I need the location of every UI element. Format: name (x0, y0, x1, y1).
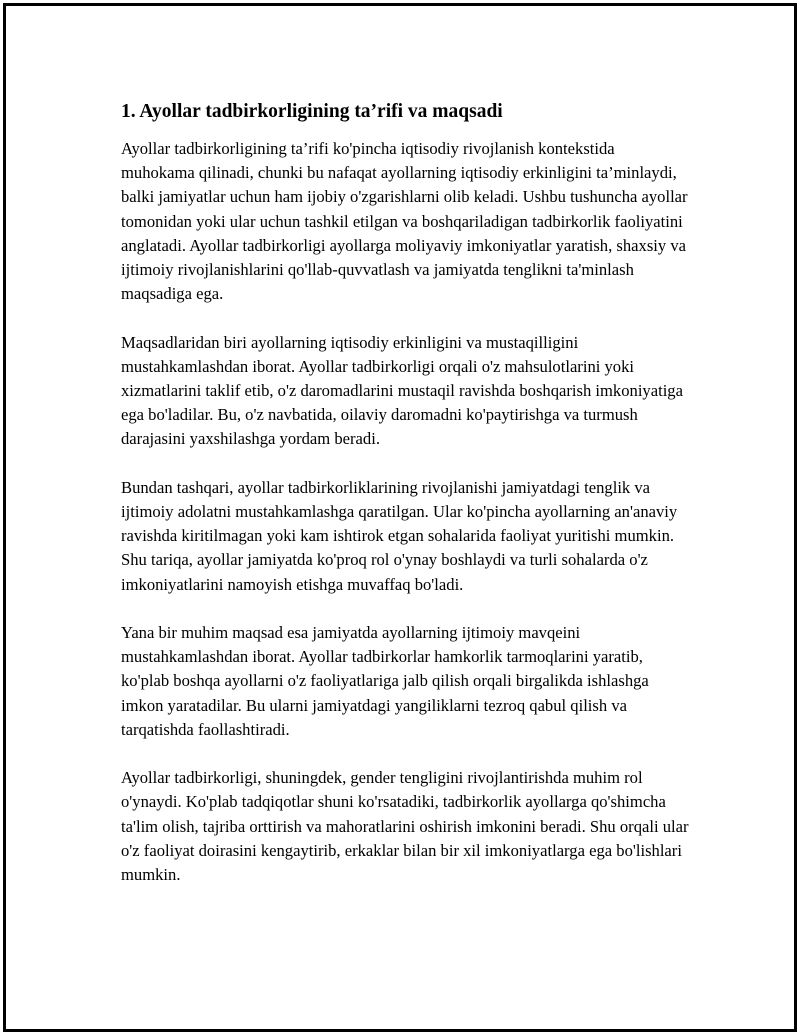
document-body (121, 99, 691, 911)
page-frame (3, 3, 797, 1032)
section-heading: 1. Ayollar tadbirkorligining ta’rifi va maqsadi (121, 101, 503, 122)
paragraph-2: Maqsadlaridan biri ayollarning iqtisodiy erkinligini va mustaqilligini mustahkamlashdan iborat. Ayollar tadbirkorligi orqali o'z mahsulotlarini yoki xizmatlarini taklif etib, o'z daromadlarini mustaqil ravishda boshqarish imkoniyatiga ega bo'ladilar. Bu, o'z navbatida, oilaviy daromadni ko'paytirishga va turmush darajasini yaxshilashga yordam beradi. (121, 332, 683, 449)
paragraph-3: Bundan tashqari, ayollar tadbirkorliklarining rivojlanishi jamiyatdagi tenglik va ijtimoiy adolatni mustahkamlashga qaratilgan. Ular ko'pincha ayollarning an'anaviy ravishda kiritilmagan yoki kam ishtirok etgan sohalarida faoliyat yuritishi mumkin. Shu tariqa, ayollar jamiyatda ko'proq rol o'ynay boshlaydi va turli sohalarda o'z imkoniyatlarini namoyish etishga muvaffaq bo'ladi. (121, 477, 678, 594)
paragraph-5: Ayollar tadbirkorligi, shuningdek, gender tengligini rivojlantirishda muhim rol o'ynaydi. Ko'plab tadqiqotlar shuni ko'rsatadiki, tadbirkorlik ayollarga qo'shimcha ta'lim olish, tajriba orttirish va mahoratlarini oshirish imkonini beradi. Shu orqali ular o'z faoliyat doirasini kengaytirib, erkaklar bilan bir xil imkoniyatlarga ega bo'lishlari mumkin. (121, 768, 689, 885)
paragraph-4: Yana bir muhim maqsad esa jamiyatda ayollarning ijtimoiy mavqeini mustahkamlashdan iborat. Ayollar tadbirkorlar hamkorlik tarmoqlarini yaratib, ko'plab boshqa ayollarni o'z faoliyatlariga jalb qilish orqali birgalikda ishlashga imkon yaratadilar. Bu ularni jamiyatdagi yangiliklarni tezroq qabul qilish va tarqatishda faollashtiradi. (121, 623, 649, 739)
paragraph-1: Ayollar tadbirkorligining ta’rifi ko'pincha iqtisodiy rivojlanish kontekstida muhokama qilinadi, chunki bu nafaqat ayollarning iqtisodiy erkinligini ta’minlaydi, balki jamiyatlar uchun ham ijobiy o'zgarishlarni olib keladi. Ushbu tushuncha ayollar tomonidan yoki ular uchun tashkil etilgan va boshqariladigan tadbirkorlik faoliyatini anglatadi. Ayollar tadbirkorligi ayollarga moliyaviy imkoniyatlar yaratish, shaxsiy va ijtimoiy rivojlanishlarini qo'llab-quvvatlash va jamiyatda tenglikni ta'minlash maqsadiga ega. (121, 139, 688, 304)
